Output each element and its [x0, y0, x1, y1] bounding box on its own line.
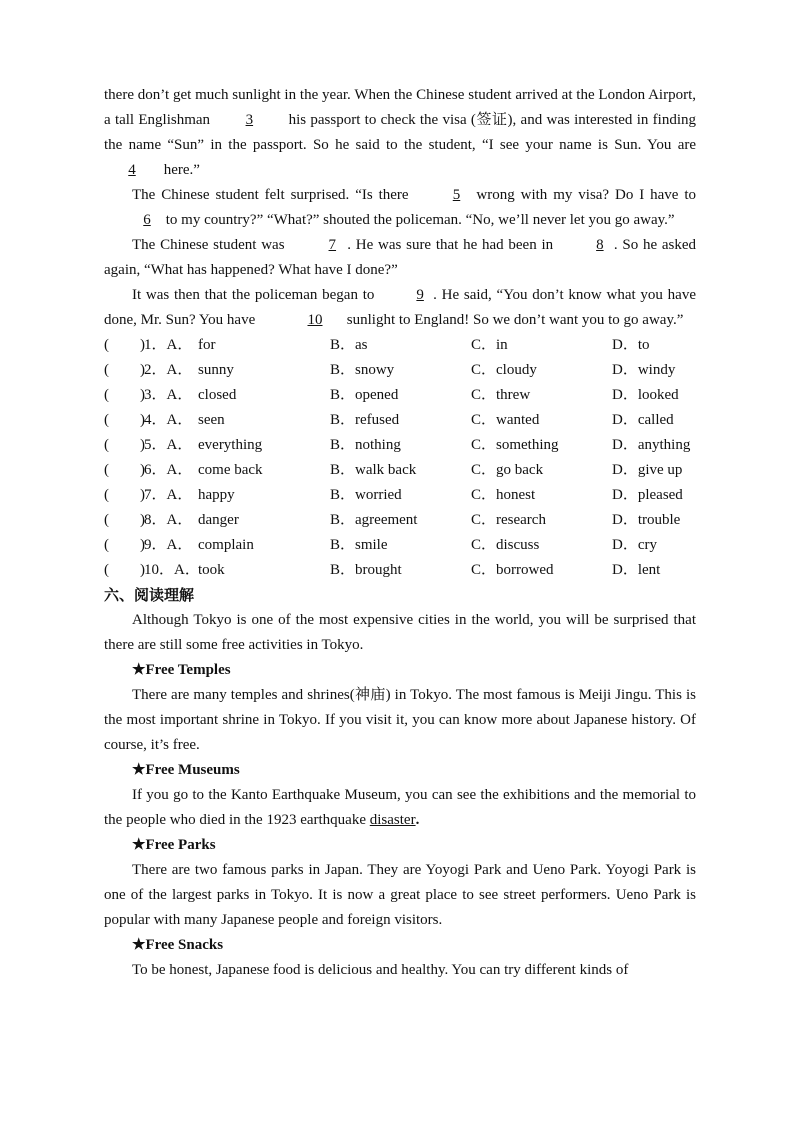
question-row — [104, 458, 696, 483]
option-a: sunny — [198, 362, 234, 378]
option-a: closed — [198, 387, 237, 403]
question-number: 3．A． — [144, 387, 193, 403]
question-number: 9．A． — [144, 537, 193, 553]
option-d: D．called — [612, 412, 674, 428]
blank-8: 8 — [596, 237, 604, 253]
heading-free-temples: ★Free Temples — [132, 662, 231, 678]
option-a: happy — [198, 487, 235, 503]
option-d: D．to — [612, 337, 650, 353]
option-d: D．cry — [612, 537, 657, 553]
answer-bracket-open: ( — [104, 537, 109, 553]
option-b: B．smile — [330, 537, 388, 553]
answer-bracket-open: ( — [104, 387, 109, 403]
question-number: 4．A． — [144, 412, 193, 428]
document-content — [104, 83, 696, 983]
question-number: 1．A． — [144, 337, 193, 353]
question-number: 7．A． — [144, 487, 193, 503]
answer-bracket-close: ) — [140, 537, 145, 553]
section-title: 六、阅读理解 — [104, 586, 195, 604]
question-row — [104, 333, 696, 358]
reading-intro: Although Tokyo is one of the most expensive cities in the world, you will be surprised that there are still some free activities in Tokyo. — [104, 612, 696, 653]
heading-free-museums: ★Free Museums — [132, 762, 240, 778]
answer-bracket-close: ) — [140, 437, 145, 453]
option-a: seen — [198, 412, 225, 428]
option-d: D．trouble — [612, 512, 681, 528]
blank-3: 3 — [245, 112, 254, 128]
answer-bracket-close: ) — [140, 387, 145, 403]
answer-bracket-close: ) — [140, 462, 145, 478]
option-a: complain — [198, 537, 254, 553]
answer-bracket-close: ) — [140, 337, 145, 353]
option-d: D．looked — [612, 387, 679, 403]
option-b: B．walk back — [330, 462, 417, 478]
answer-bracket-open: ( — [104, 412, 109, 428]
option-b: B．as — [330, 337, 368, 353]
answer-bracket-open: ( — [104, 437, 109, 453]
option-d: D．give up — [612, 462, 683, 478]
question-number: 8．A． — [144, 512, 193, 528]
option-c: C．go back — [471, 462, 544, 478]
question-row — [104, 408, 696, 433]
question-number: 6．A． — [144, 462, 193, 478]
passage-paragraph-4: It was then that the policeman began to 9 . He said, “You don’t know what you have done, Mr. Sun? You have 10 sunlight to England! So we don’t want you to go away.” — [104, 283, 696, 333]
option-b: B．brought — [330, 562, 402, 578]
question-row — [104, 383, 696, 408]
answer-bracket-open: ( — [104, 562, 109, 578]
option-c: C．discuss — [471, 537, 540, 553]
question-row — [104, 558, 696, 583]
question-list — [104, 333, 696, 583]
heading-free-snacks: ★Free Snacks — [132, 937, 224, 953]
answer-bracket-close: ) — [140, 487, 145, 503]
option-c: C．honest — [471, 487, 536, 503]
option-c: C．research — [471, 512, 546, 528]
blank-4: 4 — [128, 162, 136, 178]
answer-bracket-close: ) — [140, 512, 145, 528]
option-d: D．anything — [612, 437, 691, 453]
option-d: D．windy — [612, 362, 676, 378]
question-row — [104, 358, 696, 383]
question-number: 2．A． — [144, 362, 193, 378]
option-c: C．in — [471, 337, 508, 353]
answer-bracket-open: ( — [104, 512, 109, 528]
passage-paragraph-3: The Chinese student was 7 . He was sure that he had been in 8 . So he asked again, “What has happened? What have I done?” — [104, 233, 696, 283]
blank-6: 6 — [143, 212, 151, 228]
option-b: B．refused — [330, 412, 400, 428]
option-a: danger — [198, 512, 239, 528]
option-a: come back — [198, 462, 263, 478]
answer-bracket-open: ( — [104, 337, 109, 353]
question-row — [104, 533, 696, 558]
answer-bracket-open: ( — [104, 362, 109, 378]
option-a: for — [198, 337, 216, 353]
option-c: C．borrowed — [471, 562, 554, 578]
option-b: B．worried — [330, 487, 402, 503]
paragraph-free-museums: If you go to the Kanto Earthquake Museum, you can see the exhibitions and the memorial to the people who died in the 1923 earthquake disaster. — [104, 787, 696, 828]
option-b: B．opened — [330, 387, 399, 403]
paragraph-free-parks: There are two famous parks in Japan. They are Yoyogi Park and Ueno Park. Yoyogi Park is one of the largest parks in Tokyo. It is now a great place to see street performers. Ueno Park is popular with many Japanese people and foreign visitors. — [104, 862, 696, 928]
option-c: C．threw — [471, 387, 531, 403]
option-d: D．pleased — [612, 487, 683, 503]
option-a: took — [198, 562, 225, 578]
option-c: C．cloudy — [471, 362, 537, 378]
option-c: C．something — [471, 437, 559, 453]
blank-7: 7 — [328, 237, 337, 253]
answer-bracket-close: ) — [140, 562, 145, 578]
question-number: 5．A． — [144, 437, 193, 453]
heading-free-parks: ★Free Parks — [132, 837, 216, 853]
option-c: C．wanted — [471, 412, 540, 428]
underlined-word: disaster — [369, 812, 416, 828]
option-a: everything — [198, 437, 263, 453]
answer-bracket-close: ) — [140, 362, 145, 378]
answer-bracket-close: ) — [140, 412, 145, 428]
paragraph-free-temples: There are many temples and shrines(神庙) in Tokyo. The most famous is Meiji Jingu. This is the most important shrine in Tokyo. If you visit it, you can know more about Japanese history. Of course, it’s free. — [104, 687, 696, 753]
answer-bracket-open: ( — [104, 462, 109, 478]
question-number: 10．A． — [144, 562, 200, 578]
passage-paragraph-2: The Chinese student felt surprised. “Is there 5 wrong with my visa? Do I have to 6 to my country?” “What?” shouted the policeman. “No, we’ll never let you go away.” — [104, 183, 696, 233]
blank-10: 10 — [307, 312, 323, 328]
option-b: B．nothing — [330, 437, 401, 453]
passage-paragraph-1: there don’t get much sunlight in the year. When the Chinese student arrived at the London Airport, a tall Englishman 3 his passport to check the visa (签证), and was interested in finding the name “Sun” in the passport. So he said to the student, “I see your name is Sun. You are 4 here.” — [104, 83, 696, 183]
option-b: B．snowy — [330, 362, 395, 378]
question-row — [104, 483, 696, 508]
answer-bracket-open: ( — [104, 487, 109, 503]
paragraph-free-snacks: To be honest, Japanese food is delicious and healthy. You can try different kinds of — [132, 962, 629, 978]
question-row — [104, 433, 696, 458]
option-d: D．lent — [612, 562, 661, 578]
blank-9: 9 — [416, 287, 424, 303]
option-b: B．agreement — [330, 512, 418, 528]
blank-5: 5 — [452, 187, 461, 203]
question-row — [104, 508, 696, 533]
